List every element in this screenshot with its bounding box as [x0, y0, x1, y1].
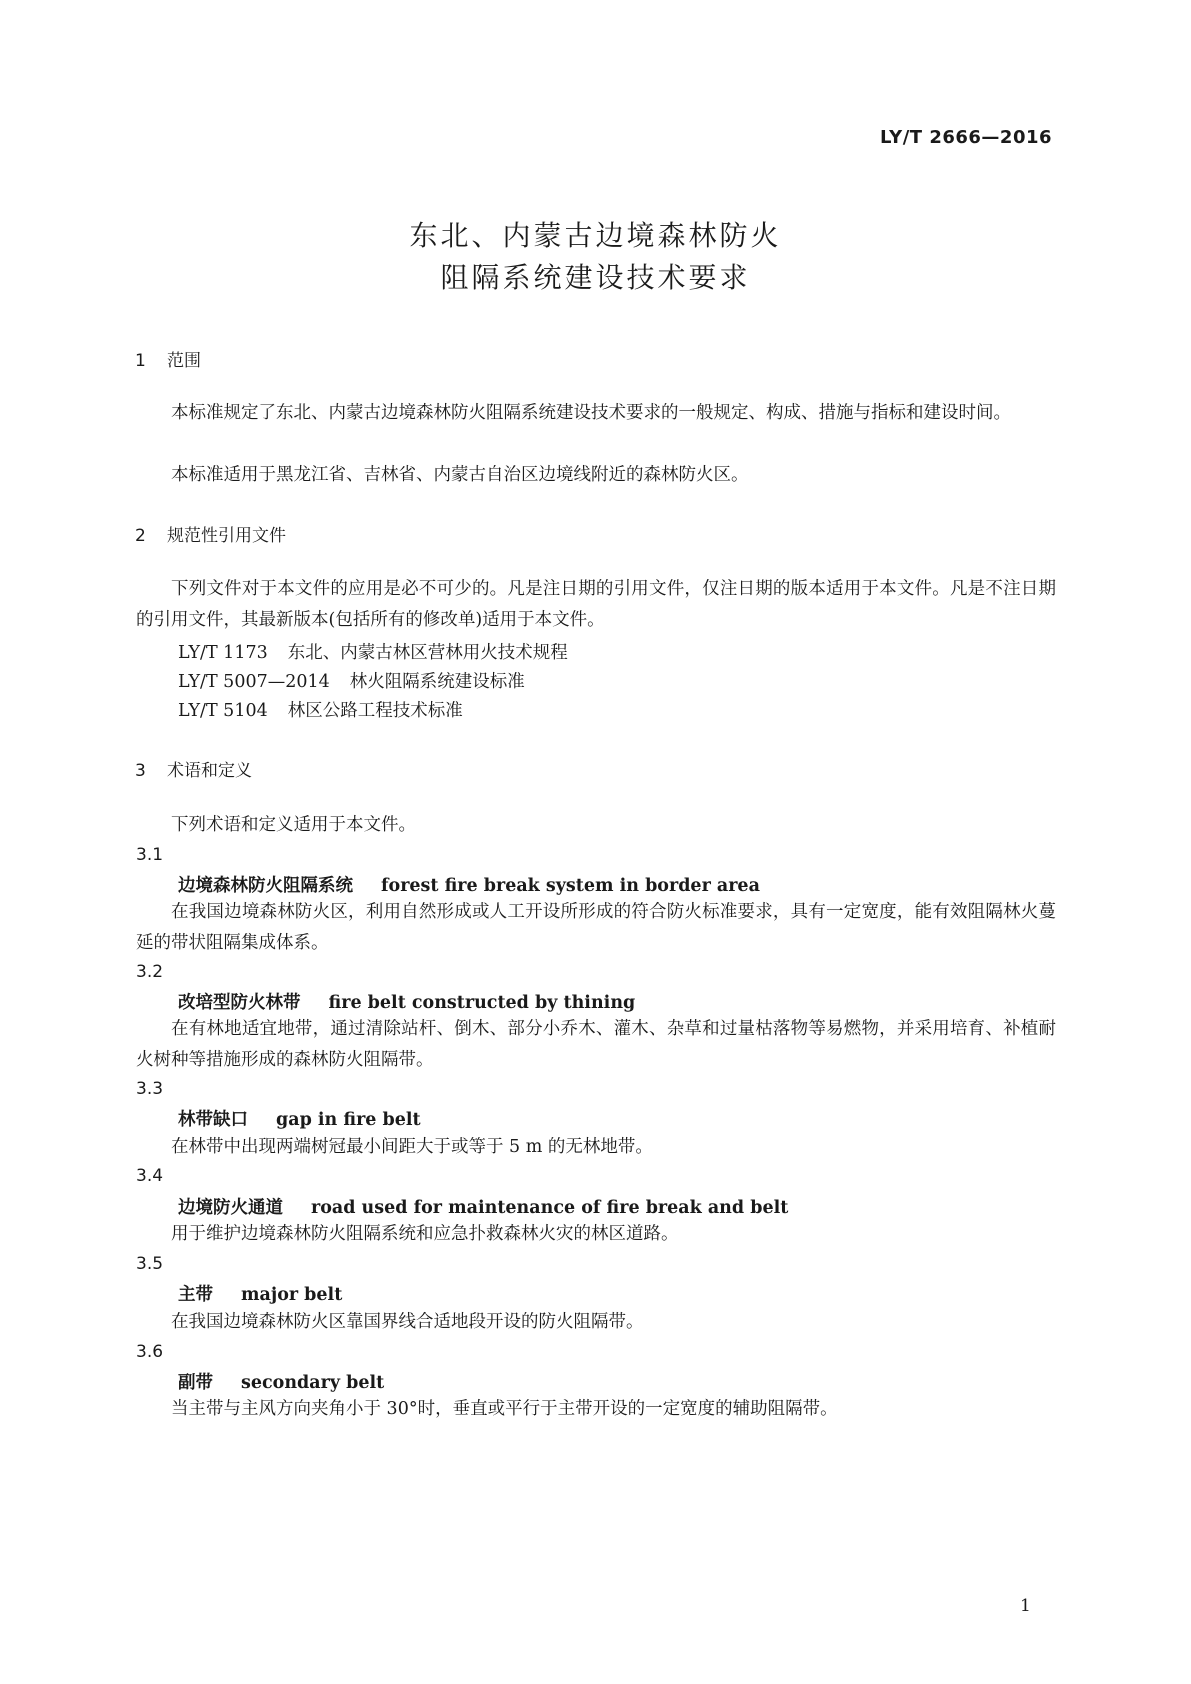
reference-code: LY/T 5007—2014: [178, 672, 330, 692]
term-en: major belt: [241, 1285, 343, 1305]
term-definition: 在有林地适宜地带，通过清除站杆、倒木、部分小乔木、灌木、杂草和过量枯落物等易燃物，并采用培育、补植耐火树种等措施形成的森林防火阻隔带。: [136, 1019, 1056, 1070]
section-number: 1: [135, 351, 146, 371]
term-en: forest fire break system in border area: [381, 876, 760, 896]
section-title: 范围: [167, 351, 201, 371]
term-definition: 在我国边境森林防火区，利用自然形成或人工开设所形成的符合防火标准要求，具有一定宽度，能有效阻隔林火蔓延的带状阻隔集成体系。: [136, 902, 1056, 953]
term-number: 3.5: [136, 1254, 164, 1274]
normative-reference: [178, 697, 463, 722]
term-en: secondary belt: [241, 1373, 385, 1393]
term-zh: 改培型防火林带: [178, 993, 301, 1013]
page-number: 1: [1020, 1596, 1031, 1616]
term-title: [178, 1194, 788, 1219]
term-title: [178, 989, 635, 1014]
reference-title: 东北、内蒙古林区营林用火技术规程: [287, 643, 568, 663]
section-3-heading: [135, 756, 252, 781]
term-number: 3.4: [136, 1166, 164, 1186]
section-1-heading: [135, 346, 201, 371]
section-number: 2: [135, 526, 146, 546]
standard-code: LY/T 2666—2016: [880, 127, 1053, 148]
section-number: 3: [135, 761, 146, 781]
term-definition: 当主带与主风方向夹角小于 30°时，垂直或平行于主带开设的一定宽度的辅助阻隔带。: [171, 1399, 838, 1419]
term-zh: 边境防火通道: [178, 1198, 283, 1218]
term-title: [178, 1106, 421, 1131]
section-1-paragraph-1: 本标准规定了东北、内蒙古边境森林防火阻隔系统建设技术要求的一般规定、构成、措施与指标和建设时间。: [171, 403, 1011, 423]
section-title: 术语和定义: [167, 761, 252, 781]
term-zh: 主带: [178, 1285, 213, 1305]
reference-title: 林区公路工程技术标准: [287, 701, 463, 721]
reference-code: LY/T 1173: [178, 643, 268, 663]
term-zh: 边境森林防火阻隔系统: [178, 876, 353, 896]
term-zh: 副带: [178, 1373, 213, 1393]
term-number: 3.6: [136, 1342, 164, 1362]
normative-reference: [178, 639, 568, 664]
term-title: [178, 1281, 342, 1306]
section-3-intro: 下列术语和定义适用于本文件。: [171, 815, 416, 835]
term-en: road used for maintenance of fire break and belt: [311, 1198, 789, 1218]
section-title: 规范性引用文件: [167, 526, 286, 546]
term-number: 3.3: [136, 1079, 164, 1099]
term-en: gap in fire belt: [276, 1110, 421, 1130]
term-title: [178, 872, 760, 897]
term-definition: 在林带中出现两端树冠最小间距大于或等于 5 m 的无林地带。: [171, 1137, 653, 1157]
term-en: fire belt constructed by thining: [328, 993, 636, 1013]
term-number: 3.2: [136, 962, 164, 982]
section-2-heading: [135, 521, 286, 546]
term-zh: 林带缺口: [178, 1110, 248, 1130]
reference-code: LY/T 5104: [178, 701, 268, 721]
section-1-paragraph-2: 本标准适用于黑龙江省、吉林省、内蒙古自治区边境线附近的森林防火区。: [171, 465, 749, 485]
document-title-line-1: 东北、内蒙古边境森林防火: [409, 219, 782, 252]
term-definition: 用于维护边境森林防火阻隔系统和应急扑救森林火灾的林区道路。: [171, 1224, 679, 1244]
document-title-line-2: 阻隔系统建设技术要求: [440, 261, 751, 294]
section-2-paragraph: 下列文件对于本文件的应用是必不可少的。凡是注日期的引用文件，仅注日期的版本适用于本文件。凡是不注日期的引用文件，其最新版本(包括所有的修改单)适用于本文件。: [136, 579, 1056, 630]
term-number: 3.1: [136, 845, 164, 865]
normative-reference: [178, 668, 525, 693]
term-definition: 在我国边境森林防火区靠国界线合适地段开设的防火阻隔带。: [171, 1312, 644, 1332]
reference-title: 林火阻隔系统建设标准: [349, 672, 525, 692]
term-title: [178, 1369, 384, 1394]
